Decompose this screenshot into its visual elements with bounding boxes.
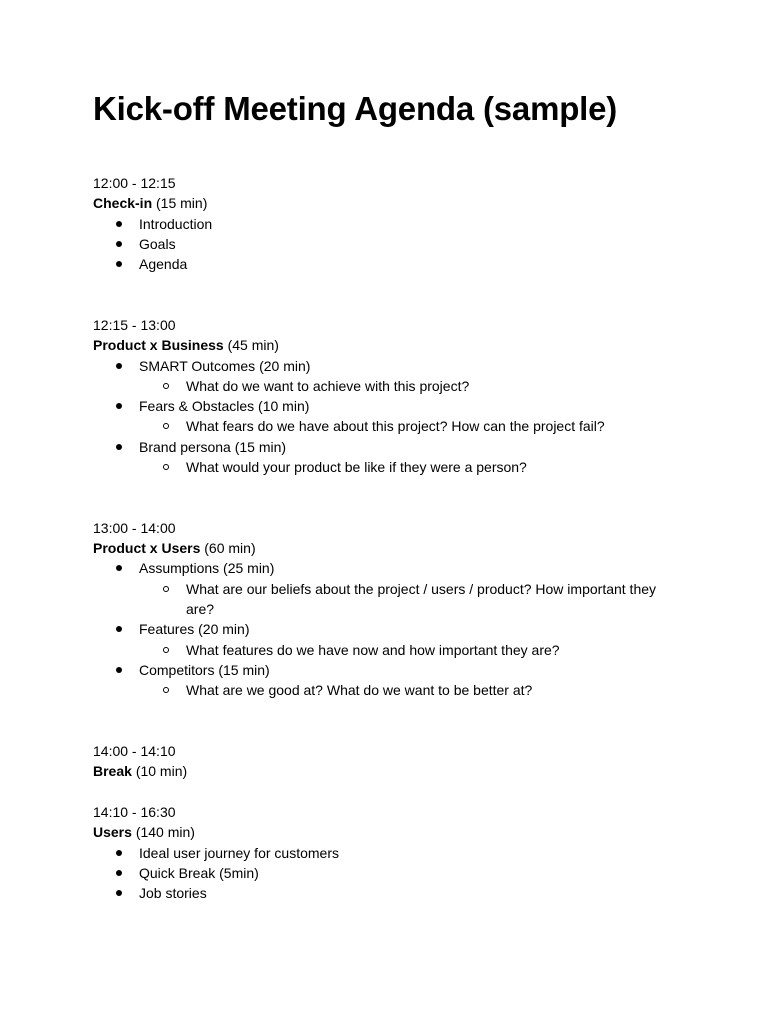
sub-list-item-label: What features do we have now and how important they are? [186,641,560,658]
list-item [93,214,693,234]
list-item [93,356,693,397]
sub-item-list [93,416,693,436]
section-time: 13:00 - 14:00 [93,519,176,536]
section-name: Product x Users [93,540,201,557]
agenda-section-break [93,741,693,782]
sub-list-item-label: What are our beliefs about the project / users / product? How important they are? [186,580,657,618]
bullet-icon [116,221,122,227]
section-heading [93,822,693,842]
sub-item-list [93,579,693,620]
list-item [93,437,693,478]
sub-list-item [93,579,686,620]
sub-item-list [93,640,693,660]
section-duration: (45 min) [227,337,279,354]
agenda-item-list [93,558,693,700]
list-item [93,254,693,274]
sub-item-list [93,376,693,396]
list-item-label: SMART Outcomes (20 min) [139,357,311,374]
bullet-icon [116,444,122,450]
hollow-bullet-icon [163,464,169,470]
sub-list-item [93,416,686,436]
bullet-icon [116,870,122,876]
page-title: Kick-off Meeting Agenda (sample) [93,90,618,127]
section-name: Users [93,824,132,841]
section-heading [93,335,693,355]
hollow-bullet-icon [163,647,169,653]
sub-item-list [93,457,693,477]
agenda-item-list [93,843,693,904]
list-item [93,660,693,701]
bullet-icon [116,850,122,856]
agenda-item-list [93,356,693,478]
bullet-icon [116,241,122,247]
list-item-label: Competitors (15 min) [139,661,270,678]
list-item [93,863,693,883]
agenda-sections [93,173,693,903]
list-item-label: Job stories [139,885,207,902]
section-heading [93,193,693,213]
list-item [93,396,693,437]
sub-list-item [93,680,686,700]
list-item-label: Ideal user journey for customers [139,844,339,861]
sub-list-item-label: What are we good at? What do we want to be better at? [186,682,533,699]
agenda-section-product-x-users [93,518,693,701]
section-duration: (10 min) [135,763,188,780]
list-item-label: Quick Break (5min) [139,864,259,881]
bullet-icon [116,565,122,571]
list-item [93,234,693,254]
section-time: 12:15 - 13:00 [93,316,176,333]
list-item-label: Introduction [139,215,213,232]
list-item [93,843,693,863]
section-time: 12:00 - 12:15 [93,175,176,191]
section-duration: (60 min) [204,540,256,557]
bullet-icon [116,403,122,409]
hollow-bullet-icon [163,383,169,389]
sub-list-item-label: What fears do we have about this project? How can the project fail? [186,418,605,435]
agenda-section-users [93,802,693,903]
section-name: Break [93,763,132,780]
section-name: Check-in [93,195,153,212]
list-item-label: Assumptions (25 min) [139,560,275,577]
section-heading [93,761,693,781]
sub-list-item-label: What do we want to achieve with this project? [186,377,470,394]
list-item-label: Brand persona (15 min) [139,438,287,455]
bullet-icon [116,890,122,896]
section-duration: (15 min) [156,195,208,212]
agenda-item-list [93,214,693,275]
hollow-bullet-icon [163,687,169,693]
sub-item-list [93,680,693,700]
sub-list-item [93,457,686,477]
agenda-section-product-x-business [93,315,693,477]
list-item [93,883,693,903]
section-name: Product x Business [93,337,224,354]
section-heading [93,538,693,558]
section-time: 14:10 - 16:30 [93,803,176,820]
section-duration: (140 min) [135,824,195,841]
bullet-icon [116,363,122,369]
list-item-label: Goals [139,235,176,252]
bullet-icon [116,626,122,632]
bullet-icon [116,667,122,673]
agenda-section-check-in [93,173,693,274]
sub-list-item [93,640,686,660]
list-item-label: Fears & Obstacles (10 min) [139,398,310,415]
sub-list-item [93,376,686,396]
list-item [93,558,693,619]
list-item-label: Features (20 min) [139,621,250,638]
hollow-bullet-icon [163,423,169,429]
section-time: 14:00 - 14:10 [93,743,176,760]
hollow-bullet-icon [163,586,169,592]
list-item [93,619,693,660]
list-item-label: Agenda [139,256,188,273]
bullet-icon [116,261,122,267]
sub-list-item-label: What would your product be like if they were a person? [186,459,527,476]
